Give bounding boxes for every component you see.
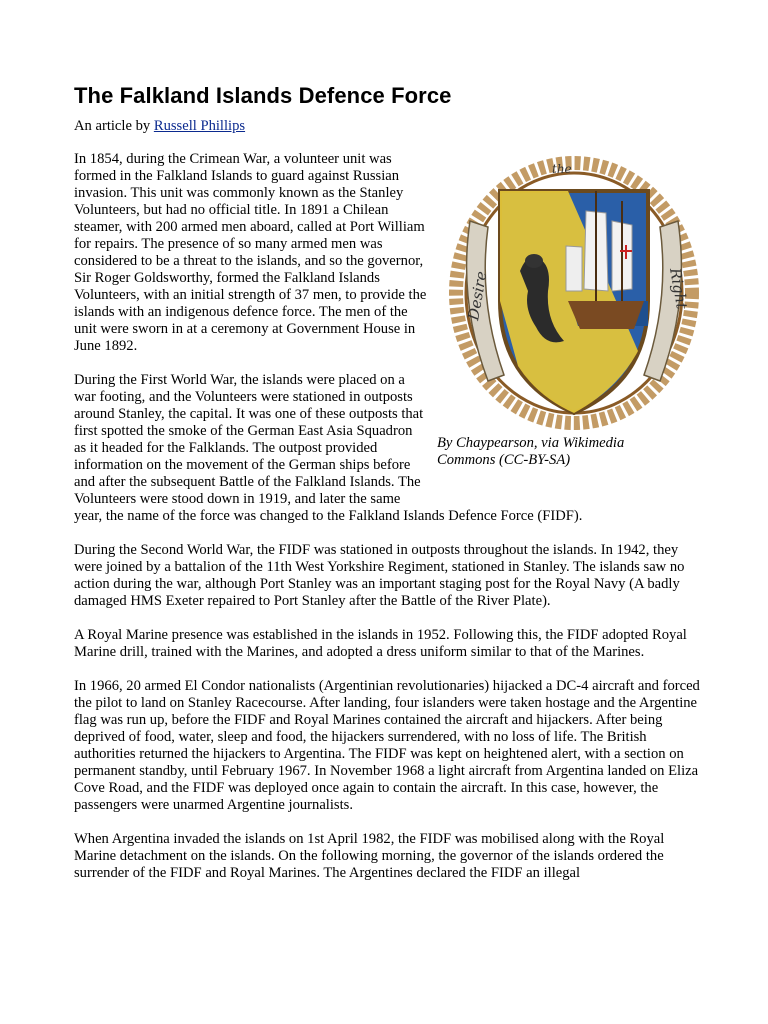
paragraph: A Royal Marine presence was established in the islands in 1952. Following this, the FIDF adopted Royal Marine drill, trained with the Marines, and adopted a dress uniform similar to that of the Marines. [74, 627, 687, 660]
author-link[interactable]: Russell Phillips [153, 118, 246, 134]
crest-motto-left: Desire [464, 269, 491, 322]
crest-motto-top: the [552, 162, 572, 176]
falklands-crest-image [448, 151, 700, 431]
article-body [74, 151, 700, 899]
figure-caption [437, 435, 700, 469]
paragraph: During the Second World War, the FIDF was stationed in outposts throughout the islands. In 1942, they were joined by a battalion of the 11th West Yorkshire Regiment, stationed in Stanley. The islands saw no action during the war, although Port Stanley was an important staging post for the Royal Navy (A badly damaged HMS Exeter repaired to Port Stanley after the Battle of the River Plate). [74, 542, 685, 609]
byline-prefix: An article by [74, 118, 151, 134]
caption-line-2: Commons (CC-BY-SA) [437, 452, 571, 468]
crest-figure [438, 151, 700, 499]
article-title: The Falkland Islands Defence Force [74, 83, 452, 108]
paragraph: When Argentina invaded the islands on 1st April 1982, the FIDF was mobilised along with the Royal Marine detachment on the islands. On the following morning, the governor of the islands ordered the surrender of the FIDF and Royal Marines. The Argentines declared the FIDF an illegal [74, 831, 665, 881]
paragraph: During the First World War, the islands were placed on a war footing, and the Volunteers were stationed in outposts around Stanley, the capital. It was one of these outposts that first spotted the smoke of the German East Asia Squadron as it headed for the Falklands. The outpost provided information on the movement of the German ships before and after the subsequent Battle of the Falkland Islands. The Volunteers were stood down in 1919, and later the same year, the name of the force was changed to the Falkland Islands Defence Force (FIDF). [74, 372, 583, 524]
paragraph: In 1854, during the Crimean War, a volunteer unit was formed in the Falkland Islands to guard against Russian invasion. This unit was commonly known as the Stanley Volunteers, but had no official title. In 1891 a Chilean steamer, with 200 armed men aboard, called at Port William for repairs. The presence of so many armed men was considered to be a threat to the islands, and so the governor, Sir Roger Goldsworthy, formed the Falkland Islands Volunteers, with an initial strength of 37 men, to provide the islands with an indigenous defence force. The men of the unit were sworn in at a ceremony at Government House in June 1892. [74, 151, 427, 354]
byline [74, 117, 245, 135]
paragraph: In 1966, 20 armed El Condor nationalists (Argentinian revolutionaries) hijacked a DC-4 aircraft and forced the pilot to land on Stanley Racecourse. After landing, four islanders were taken hostage and the Argentine flag was run up, before the FIDF and Royal Marines contained the aircraft and hijackers. After being deprived of food, water, sleep and food, the hijackers surrendered, with no loss of life. The British authorities returned the hijackers to Argentina. The FIDF was kept on heightened alert, with a section on permanent standby, until February 1967. In November 1968 a light aircraft from Argentina landed on Eliza Cove Road, and the FIDF was deployed once again to contain the aircraft. In this case, however, the passengers were unarmed Argentine journalists. [74, 678, 700, 813]
caption-line-1: By Chaypearson, via Wikimedia [437, 435, 625, 451]
crest-motto-right: Right [666, 266, 691, 311]
